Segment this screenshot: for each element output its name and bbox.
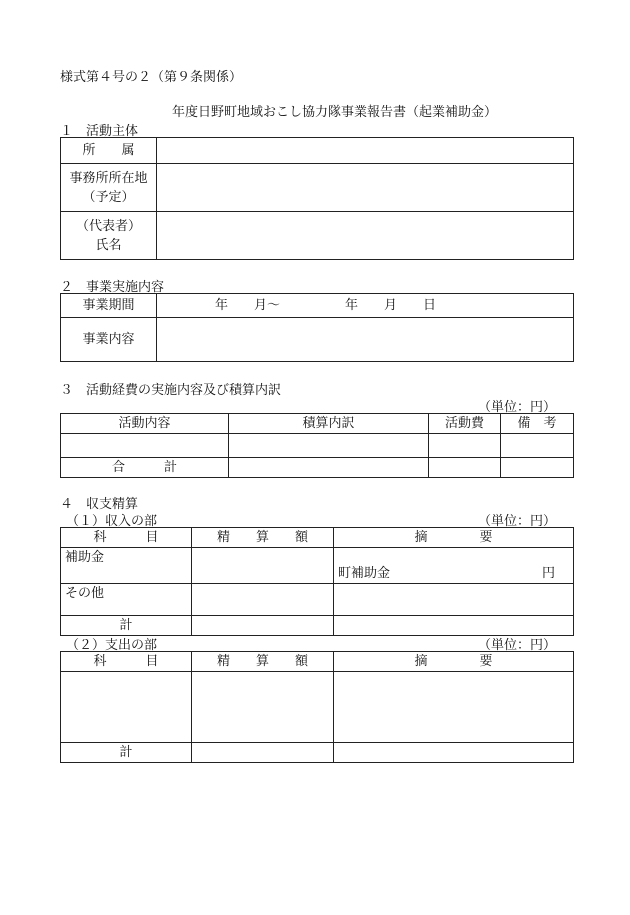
expense-amount-cell[interactable] — [192, 672, 334, 743]
col-breakdown: 積算内訳 — [229, 414, 429, 434]
section1-heading: １ 活動主体 — [60, 124, 139, 139]
yen-label: 円 — [541, 566, 555, 581]
form-number: 様式第４号の２（第９条関係） — [60, 70, 243, 85]
content-label: 事業内容 — [61, 318, 157, 362]
income-col-item: 科 目 — [61, 528, 192, 548]
expense-table — [60, 651, 574, 763]
office-location-label — [61, 164, 157, 212]
income-total-label: 計 — [61, 616, 192, 636]
expense-item-cell[interactable] — [61, 672, 192, 743]
expense-total-label: 計 — [61, 743, 192, 763]
content-field[interactable] — [157, 318, 574, 362]
total-label: 合 計 — [61, 458, 229, 478]
representative-label-line2: 氏名 — [95, 237, 122, 253]
section4-heading: ４ 収支精算 — [60, 497, 139, 512]
expense-unit: （単位：円） — [478, 638, 557, 653]
expense-heading: （２）支出の部 — [66, 638, 158, 653]
business-content-table — [60, 293, 574, 362]
expense-total-summary-cell[interactable] — [334, 743, 574, 763]
other-summary-cell[interactable] — [334, 584, 574, 616]
section3-heading: ３ 活動経費の実施内容及び積算内訳 — [60, 383, 282, 398]
representative-name-field[interactable] — [157, 212, 574, 260]
affiliation-label: 所 属 — [61, 138, 157, 164]
representative-label — [61, 212, 157, 260]
representative-label-line1: （代表者） — [75, 218, 141, 234]
total-remarks-cell[interactable] — [501, 458, 574, 478]
other-label: その他 — [61, 584, 192, 616]
expense-summary-cell[interactable] — [334, 672, 574, 743]
income-total-amount-cell[interactable] — [192, 616, 334, 636]
activity-cost-cell[interactable] — [429, 434, 501, 458]
office-location-field[interactable] — [157, 164, 574, 212]
period-value: 年 月～ 年 月 日 — [215, 298, 437, 313]
income-col-amount: 精 算 額 — [192, 528, 334, 548]
period-field[interactable] — [157, 294, 574, 318]
expense-col-item: 科 目 — [61, 652, 192, 672]
expense-col-amount: 精 算 額 — [192, 652, 334, 672]
activity-entity-table — [60, 137, 574, 260]
affiliation-field[interactable] — [157, 138, 574, 164]
subsidy-label: 補助金 — [61, 548, 192, 584]
income-table — [60, 527, 574, 636]
subsidy-amount-cell[interactable] — [192, 548, 334, 584]
income-heading: （１）収入の部 — [66, 514, 158, 529]
col-remarks: 備 考 — [501, 414, 574, 434]
expense-col-summary: 摘 要 — [334, 652, 574, 672]
subsidy-summary-cell[interactable] — [334, 548, 574, 584]
income-total-summary-cell[interactable] — [334, 616, 574, 636]
office-location-label-line1: 事務所所在地 — [69, 170, 148, 186]
expense-total-amount-cell[interactable] — [192, 743, 334, 763]
remarks-cell[interactable] — [501, 434, 574, 458]
col-activity-content: 活動内容 — [61, 414, 229, 434]
period-label: 事業期間 — [61, 294, 157, 318]
office-location-label-line2: （予定） — [82, 189, 135, 205]
income-unit: （単位：円） — [478, 514, 557, 529]
document-title: 年度日野町地域おこし協力隊事業報告書（起業補助金） — [172, 105, 498, 120]
breakdown-cell[interactable] — [229, 434, 429, 458]
town-subsidy-label: 町補助金 — [338, 566, 391, 581]
income-col-summary: 摘 要 — [334, 528, 574, 548]
col-activity-cost: 活動費 — [429, 414, 501, 434]
activity-content-cell[interactable] — [61, 434, 229, 458]
expense-breakdown-table — [60, 413, 574, 478]
total-breakdown-cell[interactable] — [229, 458, 429, 478]
other-amount-cell[interactable] — [192, 584, 334, 616]
total-cost-cell[interactable] — [429, 458, 501, 478]
section2-heading: ２ 事業実施内容 — [60, 280, 165, 295]
section3-unit: （単位：円） — [478, 400, 557, 415]
